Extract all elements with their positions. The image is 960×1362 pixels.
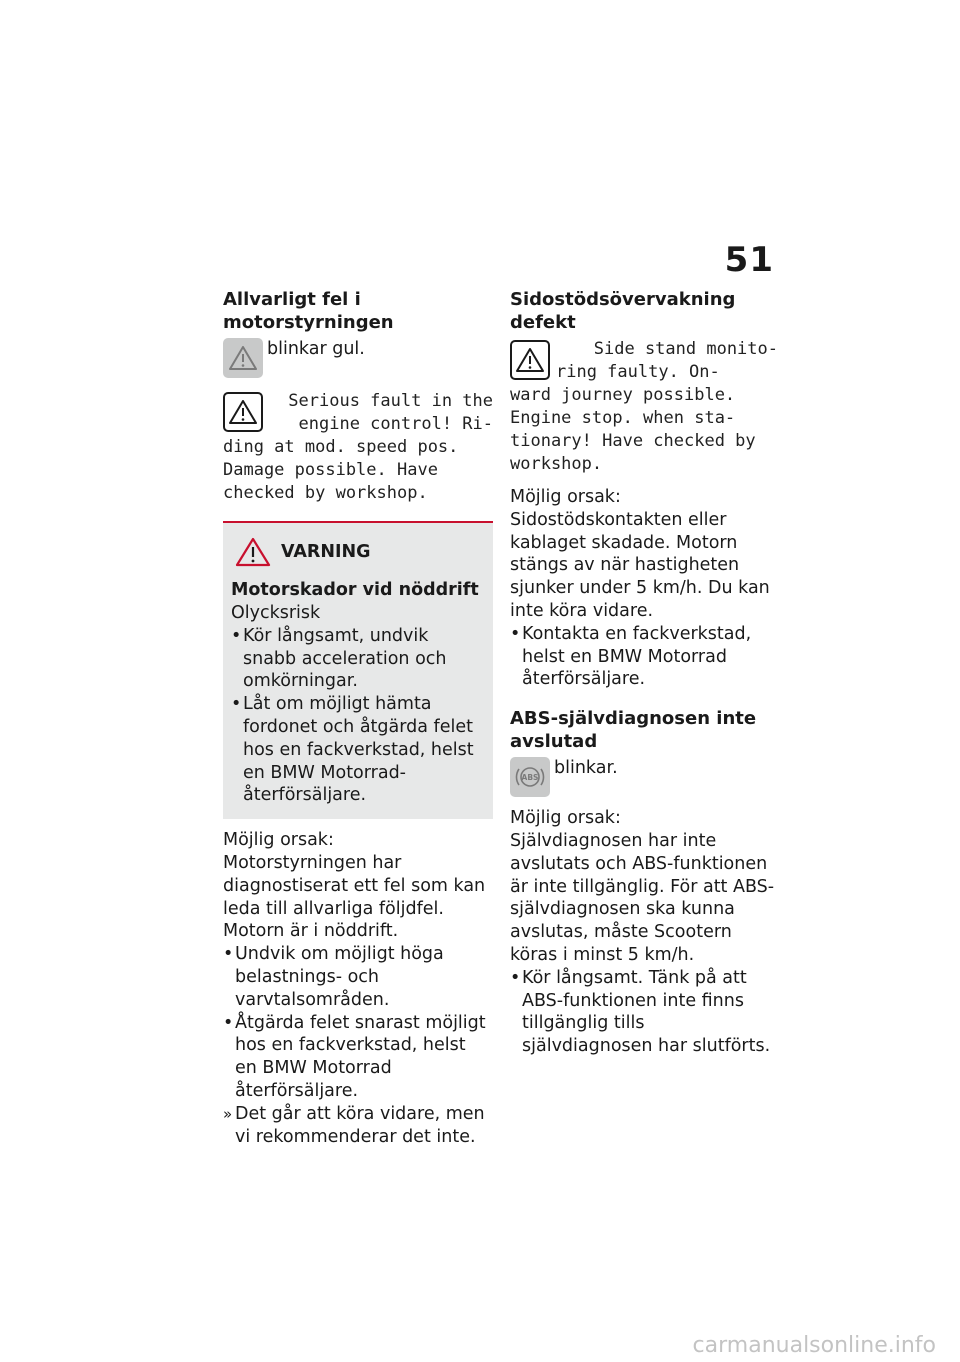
section-heading-side-stand: Sidostödsövervakning defekt [510, 289, 736, 333]
right-column [510, 288, 778, 1058]
indicator-row [510, 757, 778, 797]
abs-icon [510, 757, 550, 797]
warning-risk: Olycksrisk [231, 603, 321, 623]
display-line: ward journey possible. [510, 385, 736, 405]
indicator-text: blinkar gul. [267, 339, 365, 359]
display-message [510, 338, 778, 476]
list-item: • Kör långsamt, undvik snabb acceleration och omkörningar. [231, 625, 485, 693]
cause-label: Möjlig orsak: [510, 808, 621, 829]
left-column [223, 288, 493, 1148]
display-line: Engine stop. when sta- [510, 408, 736, 428]
list-item: • Kör långsamt. Tänk på att ABS-funktionen inte finns tillgänglig tills självdiagnosen har slutförts. [510, 967, 778, 1058]
list-item: • Åtgärda felet snarast möjligt hos en fackverkstad, helst en BMW Motorrad återförsäljare. [223, 1012, 493, 1103]
warning-title: VARNING [281, 542, 371, 562]
action-list [223, 943, 493, 1103]
display-line: tionary! Have checked by [510, 431, 756, 451]
warning-header [235, 537, 485, 567]
abs-icon-label: ABS [521, 773, 539, 783]
display-line: ding at mod. speed pos. [223, 437, 459, 457]
page-number: 51 [724, 240, 774, 280]
display-line: Damage possible. Have [223, 460, 438, 480]
list-item: • Kontakta en fackverkstad, helst en BMW Motorrad återförsäljare. [510, 623, 778, 691]
watermark: carmanualsonline.info [692, 1333, 936, 1358]
warning-triangle-red-icon [235, 537, 271, 567]
list-item: • Undvik om möjligt höga belastnings- och varvtalsområden. [223, 943, 493, 1011]
cause-label: Möjlig orsak: [223, 830, 334, 851]
display-line: Serious fault in the [288, 391, 493, 411]
warning-triangle-outline-icon [510, 340, 550, 380]
display-message [223, 390, 493, 505]
section-heading-abs: ABS-självdiagnosen inte avslutad [510, 708, 757, 753]
indicator-text: blinkar. [554, 758, 618, 779]
indicator-row [223, 338, 493, 378]
display-line: Side stand monito- [593, 339, 778, 359]
warning-triangle-outline-icon [223, 392, 263, 432]
warning-bullets [231, 625, 485, 807]
warning-subtitle: Motorskador vid nöddrift [231, 580, 479, 600]
cause-label: Möjlig orsak: [510, 487, 621, 507]
warning-triangle-icon [223, 338, 263, 378]
display-line: engine control! Ri- [298, 414, 493, 434]
cause-text: Självdiagnosen har inte avslutats och ABS-funktionen är inte tillgänglig. För att ABS-självdiagnosen ska kunna avslutas, måste Scootern köras i minst 5 km/h. [510, 830, 775, 965]
action-list [510, 623, 778, 691]
section-heading-engine-fault: Allvarligt fel i motorstyrningen [223, 289, 394, 333]
action-list [510, 967, 778, 1058]
warning-box [223, 521, 493, 819]
display-line: workshop. [510, 454, 603, 474]
result-text: » Det går att köra vidare, men vi rekommenderar det inte. [223, 1103, 493, 1149]
cause-text: Sidostödskontakten eller kablaget skadade. Motorn stängs av när hastigheten sjunker under 5 km/h. Du kan inte köra vidare. [510, 509, 770, 621]
display-line: checked by workshop. [223, 483, 428, 503]
list-item: • Låt om möjligt hämta fordonet och åtgärda felet hos en fackverkstad, helst en BMW Motorrad-återförsäljare. [231, 693, 485, 807]
display-line: ring faulty. On- [556, 362, 720, 382]
cause-text: Motorstyrningen har diagnostiserat ett fel som kan leda till allvarliga följdfel. Motorn är i nöddrift. [223, 852, 486, 942]
